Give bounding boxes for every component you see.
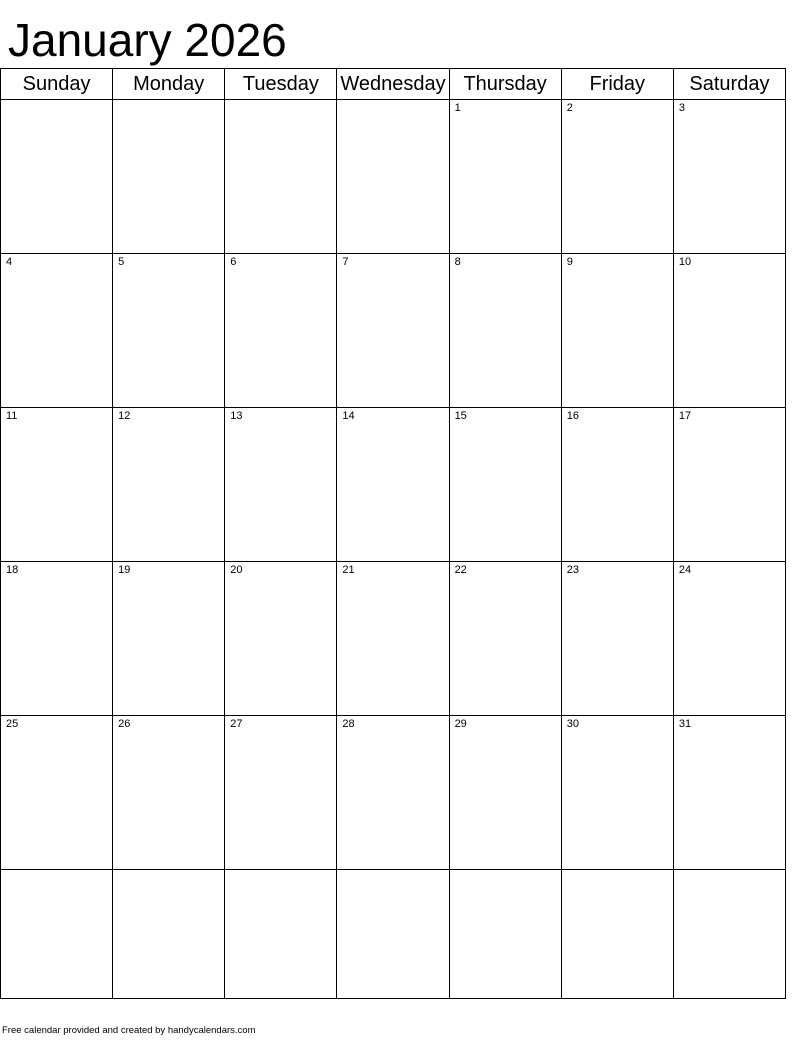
page-title: January 2026 [8, 14, 287, 66]
calendar-day-cell[interactable] [561, 716, 673, 870]
calendar-day-cell[interactable] [225, 254, 337, 408]
calendar-day-cell[interactable] [561, 100, 673, 254]
day-number: 30 [566, 718, 579, 731]
calendar-day-cell[interactable] [113, 254, 225, 408]
calendar-day-cell[interactable] [225, 100, 337, 254]
calendar-day-cell[interactable] [1, 100, 113, 254]
day-number: 19 [118, 564, 131, 577]
day-number: 14 [342, 410, 355, 423]
calendar-day-cell[interactable] [113, 870, 225, 999]
calendar-body [1, 100, 786, 999]
day-number: 15 [454, 410, 467, 423]
day-number: 28 [342, 718, 355, 731]
day-number: 10 [678, 256, 692, 269]
day-number: 18 [6, 564, 19, 577]
calendar-day-cell[interactable] [225, 716, 337, 870]
calendar-day-cell[interactable] [673, 254, 785, 408]
calendar-day-cell[interactable] [113, 100, 225, 254]
weekday-header-thursday: Thursday [449, 69, 561, 100]
calendar-day-cell[interactable] [337, 254, 449, 408]
calendar-week-row [1, 870, 786, 999]
calendar-day-cell[interactable] [673, 408, 785, 562]
calendar-day-cell[interactable] [449, 100, 561, 254]
calendar-week-row [1, 408, 786, 562]
calendar-day-cell[interactable] [337, 716, 449, 870]
calendar-day-cell[interactable] [337, 408, 449, 562]
day-number: 21 [342, 564, 355, 577]
calendar-day-cell[interactable] [1, 562, 113, 716]
calendar-week-row [1, 254, 786, 408]
day-number: 2 [566, 102, 573, 115]
calendar-day-cell[interactable] [225, 562, 337, 716]
weekday-header-monday: Monday [113, 69, 225, 100]
day-number: 6 [230, 256, 237, 269]
calendar-day-cell[interactable] [225, 408, 337, 562]
day-number: 25 [6, 718, 19, 731]
calendar-day-cell[interactable] [673, 716, 785, 870]
calendar-grid [0, 68, 786, 999]
calendar-day-cell[interactable] [673, 562, 785, 716]
calendar-day-cell[interactable] [561, 408, 673, 562]
calendar-day-cell[interactable] [449, 870, 561, 999]
calendar-day-cell[interactable] [449, 408, 561, 562]
day-number: 13 [230, 410, 243, 423]
calendar-week-row [1, 100, 786, 254]
calendar-day-cell[interactable] [449, 562, 561, 716]
calendar-day-cell[interactable] [1, 870, 113, 999]
calendar-day-cell[interactable] [225, 870, 337, 999]
day-number: 17 [678, 410, 692, 423]
calendar-day-cell[interactable] [113, 562, 225, 716]
day-number: 11 [6, 410, 18, 423]
weekday-header-wednesday: Wednesday [337, 69, 449, 100]
calendar-day-cell[interactable] [561, 870, 673, 999]
day-number: 1 [454, 102, 461, 115]
calendar-day-cell[interactable] [561, 562, 673, 716]
weekday-header-tuesday: Tuesday [225, 69, 337, 100]
day-number: 5 [118, 256, 125, 269]
calendar-week-row [1, 716, 786, 870]
day-number: 22 [454, 564, 467, 577]
calendar-day-cell[interactable] [449, 716, 561, 870]
day-number: 26 [118, 718, 131, 731]
calendar-day-cell[interactable] [113, 716, 225, 870]
calendar-day-cell[interactable] [337, 562, 449, 716]
day-number: 29 [454, 718, 467, 731]
calendar-day-cell[interactable] [1, 254, 113, 408]
footer-credit: Free calendar provided and created by handycalendars.com [2, 1025, 256, 1036]
weekday-header-saturday: Saturday [673, 69, 785, 100]
day-number: 20 [230, 564, 243, 577]
day-number: 24 [678, 564, 692, 577]
calendar-day-cell[interactable] [113, 408, 225, 562]
day-number: 27 [230, 718, 243, 731]
day-number: 16 [566, 410, 579, 423]
day-number: 3 [678, 102, 685, 115]
day-number: 4 [6, 256, 13, 269]
day-number: 8 [454, 256, 461, 269]
day-number: 31 [678, 718, 692, 731]
day-number: 12 [118, 410, 131, 423]
day-number: 9 [566, 256, 573, 269]
calendar-day-cell[interactable] [673, 100, 785, 254]
calendar-day-cell[interactable] [337, 870, 449, 999]
weekday-header-sunday: Sunday [1, 69, 113, 100]
calendar-day-cell[interactable] [1, 408, 113, 562]
calendar-day-cell[interactable] [337, 100, 449, 254]
calendar-day-cell[interactable] [673, 870, 785, 999]
calendar-header-row [1, 69, 786, 100]
day-number: 7 [342, 256, 349, 269]
calendar-day-cell[interactable] [561, 254, 673, 408]
calendar-day-cell[interactable] [1, 716, 113, 870]
weekday-header-friday: Friday [561, 69, 673, 100]
calendar-week-row [1, 562, 786, 716]
calendar-day-cell[interactable] [449, 254, 561, 408]
day-number: 23 [566, 564, 579, 577]
